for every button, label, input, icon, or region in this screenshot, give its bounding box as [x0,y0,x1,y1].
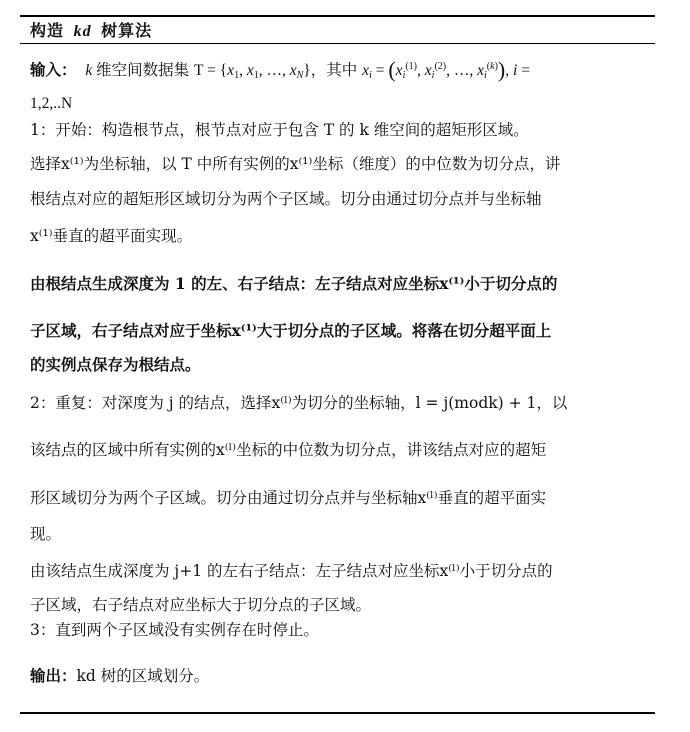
input-text-b: ，其中 [310,61,358,79]
title-suffix: 树算法 [94,21,153,40]
output-text: kd 树的区域划分。 [76,667,210,685]
step1-line3: 根结点对应的超矩形区域切分为两个子区域。切分由通过切分点并与坐标轴 [30,190,542,208]
output-label: 输出： [30,666,77,685]
step2-line4: 现。 [30,525,62,543]
input-text-a: 维空间数据集 [96,61,190,79]
input-range: 1,2,..N [30,95,73,112]
output-line [30,666,209,686]
step1-line2: 选择x⁽¹⁾为坐标轴，以 T 中所有实例的x⁽¹⁾坐标（维度）的中位数为切分点，讲 [30,155,561,173]
step1-line4: x⁽¹⁾垂直的超平面实现。 [30,227,193,245]
step2-line3: 形区域切分为两个子区域。切分由通过切分点并与坐标轴x⁽ˡ⁾垂直的超平面实 [30,489,547,507]
input-elem-formula: $x_i = (x_i^{(1)}$, $x_i^{(2)}$, …, $x_i^{(k)}$), i = [362,57,530,82]
step2-line1: 2：重复：对深度为 j 的结点，选择x⁽ˡ⁾为切分的坐标轴，l = j(modk) + 1，以 [30,394,568,412]
algorithm-title [30,18,152,41]
header-rule [20,43,655,44]
title-prefix: 构造 [30,21,71,40]
input-line: 输入： k 维空间数据集 $T = \{x_1$, $x_1$, …, $x_N$}，其中 $x_i = (x_i^{(1)}$, $x_i^{(2)}$, …, $x_i^{(k)}$), i = [30,57,530,82]
step2-line6: 子区域，右子结点对应坐标大于切分点的子区域。 [30,596,372,614]
input-set-formula: $T = \{x_1$, $x_1$, …, $x_N$} [194,62,311,81]
bottom-rule [20,712,655,714]
top-rule [20,15,655,17]
input-label: 输入： [30,60,77,79]
step2-line5: 由该结点生成深度为 j+1 的左右子结点：左子结点对应坐标x⁽ˡ⁾小于切分点的 [30,562,553,580]
step3-line1: 3：直到两个子区域没有实例存在时停止。 [30,621,319,639]
title-kd: kd [73,23,92,40]
step2-line2: 该结点的区域中所有实例的x⁽ˡ⁾坐标的中位数为切分点，讲该结点对应的超矩 [30,441,547,459]
step1-line7: 的实例点保存为根结点。 [30,355,201,374]
step1-line5: 由根结点生成深度为 1 的左、右子结点：左子结点对应坐标x⁽¹⁾小于切分点的 [30,274,558,293]
step1-line6: 子区域，右子结点对应于坐标x⁽¹⁾大于切分点的子区域。将落在切分超平面上 [30,321,552,340]
step1-line1: 1：开始：构造根节点，根节点对应于包含 T 的 k 维空间的超矩形区域。 [30,121,529,139]
